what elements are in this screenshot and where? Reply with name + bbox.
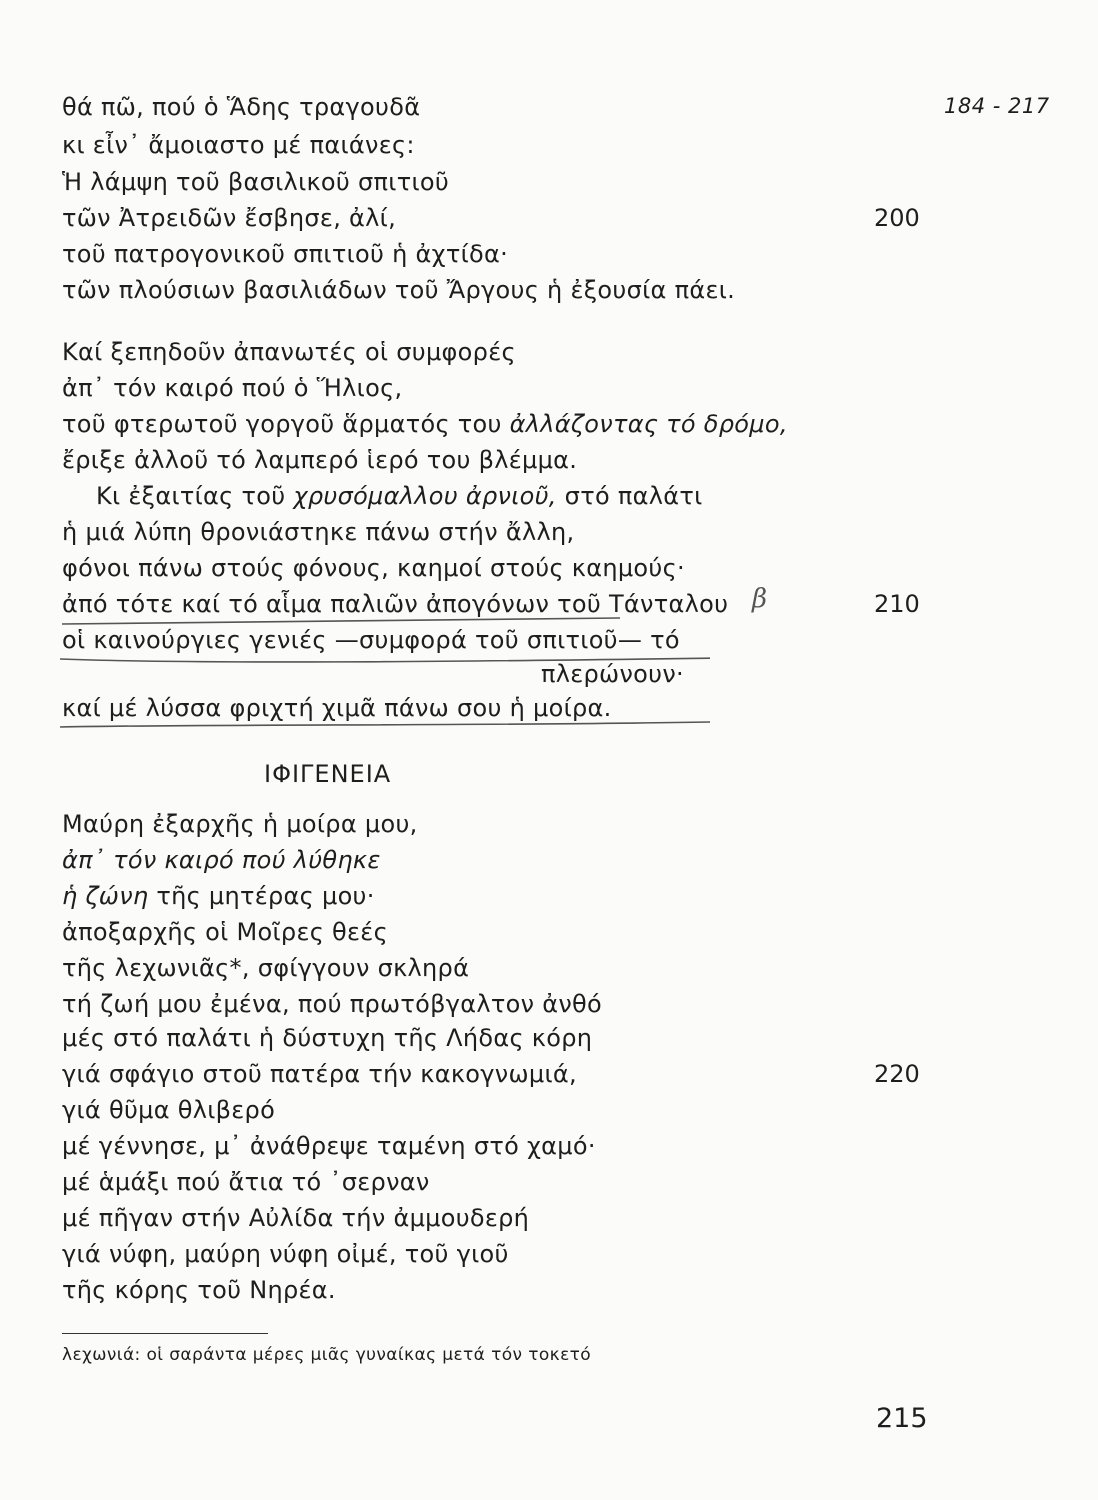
verse-segment: τοῦ πατρογονικοῦ σπιτιοῦ ἡ ἀχτίδα· bbox=[62, 240, 509, 268]
verse-segment: τή ζωή μου ἐμένα, πού πρωτόβγαλτον ἀνθό bbox=[62, 990, 603, 1018]
verse-segment: καί μέ λύσσα φριχτή χιμᾶ πάνω σου ἡ μοίρα. bbox=[62, 694, 612, 722]
verse-line bbox=[62, 1060, 577, 1088]
verse-line bbox=[62, 954, 469, 982]
verse-line bbox=[62, 446, 577, 474]
verse-range: 184 - 217 bbox=[944, 94, 1050, 118]
verse-segment: θά πῶ, πού ὁ Ἅδης τραγουδᾶ bbox=[62, 93, 421, 121]
verse-segment: τῶν Ἀτρειδῶν ἔσβησε, ἀλί, bbox=[62, 204, 397, 232]
page-number: 215 bbox=[876, 1403, 928, 1434]
verse-segment: ἡ ζώνη bbox=[62, 882, 149, 910]
verse-line bbox=[62, 846, 381, 874]
verse-segment: τῆς λεχωνιᾶς*, σφίγγουν σκληρά bbox=[62, 954, 470, 982]
verse-segment: μές στό παλάτι ἡ δύστυχη τῆς Λήδας κόρη bbox=[62, 1024, 593, 1052]
verse-segment: τοῦ φτερωτοῦ γοργοῦ ἅρματός του bbox=[62, 410, 510, 438]
handwritten-mark: β bbox=[752, 584, 768, 614]
verse-line bbox=[62, 1168, 430, 1196]
verse-line bbox=[62, 990, 602, 1018]
verse-segment: ἀπ᾽ τόν καιρό πού ὁ Ἥλιος, bbox=[62, 374, 403, 402]
verse-segment: ἀπό τότε καί τό αἷμα παλιῶν ἀπογόνων τοῦ Τάνταλου bbox=[62, 590, 729, 618]
verse-line bbox=[62, 410, 788, 438]
line-number: 220 bbox=[874, 1060, 920, 1088]
verse-line bbox=[62, 240, 508, 268]
verse-segment: Ἡ λάμψη τοῦ βασιλικοῦ σπιτιοῦ bbox=[62, 168, 450, 196]
verse-segment: στό παλάτι bbox=[556, 482, 703, 510]
verse-line bbox=[62, 810, 418, 838]
verse-line bbox=[62, 1276, 336, 1304]
verse-segment: οἱ καινούργιες γενιές —συμφορά τοῦ σπιτιοῦ— τό bbox=[62, 626, 680, 654]
verse-segment: Κι ἐξαιτίας τοῦ bbox=[96, 482, 294, 510]
verse-segment: ἡ μιά λύπη θρονιάστηκε πάνω στήν ἄλλη, bbox=[62, 518, 575, 546]
verse-segment: μέ πῆγαν στήν Αὐλίδα τήν ἀμμουδερή bbox=[62, 1204, 530, 1232]
verse-line bbox=[62, 131, 415, 159]
verse-segment: ἀλλάζοντας τό δρόμο, bbox=[509, 410, 788, 438]
pencil-underline-marks bbox=[60, 612, 710, 742]
verse-segment: γιά σφάγιο στοῦ πατέρα τήν κακογνωμιά, bbox=[62, 1060, 577, 1088]
verse-segment: τῶν πλούσιων βασιλιάδων τοῦ Ἄργους ἡ ἐξουσία πάει. bbox=[62, 276, 736, 304]
verse-segment: τῆς κόρης τοῦ Νηρέα. bbox=[62, 1276, 336, 1304]
verse-segment: Μαύρη ἐξαρχῆς ἡ μοίρα μου, bbox=[62, 810, 418, 838]
line-number: 210 bbox=[874, 590, 920, 618]
verse-segment: φόνοι πάνω στούς φόνους, καημοί στούς καημούς· bbox=[62, 554, 685, 582]
verse-segment: ἔριξε ἀλλοῦ τό λαμπερό ἱερό του βλέμμα. bbox=[62, 446, 578, 474]
footnote: λεχωνιά: οἱ σαράντα μέρες μιᾶς γυναίκας μετά τόν τοκετό bbox=[62, 1345, 592, 1365]
verse-segment: γιά θῦμα θλιβερό bbox=[62, 1096, 276, 1124]
verse-segment: χρυσόμαλλου ἀρνιοῦ, bbox=[293, 482, 557, 510]
verse-segment: ἀποξαρχῆς οἱ Μοῖρες θεές bbox=[62, 918, 388, 946]
footnote-rule bbox=[62, 1333, 268, 1334]
verse-line bbox=[62, 374, 402, 402]
verse-line bbox=[62, 276, 735, 304]
verse-segment: Καί ξεπηδοῦν ἀπανωτές οἱ συμφορές bbox=[62, 338, 516, 366]
verse-segment: κι εἶν᾽ ἄμοιαστο μέ παιάνες: bbox=[62, 131, 415, 159]
speaker-heading: ΙΦΙΓΕΝΕΙΑ bbox=[264, 760, 392, 788]
verse-line bbox=[62, 554, 685, 582]
verse-line bbox=[62, 204, 396, 232]
verse-segment: μέ ἁμάξι πού ἄτια τό ᾽σερναν bbox=[62, 1168, 430, 1196]
verse-line bbox=[62, 1096, 275, 1124]
verse-line bbox=[62, 93, 420, 121]
verse-segment: γιά νύφη, μαύρη νύφη οἰμέ, τοῦ γιοῦ bbox=[62, 1240, 509, 1268]
verse-line bbox=[62, 882, 375, 910]
verse-segment: ἀπ᾽ τόν καιρό πού λύθηκε bbox=[62, 846, 381, 874]
verse-line bbox=[62, 1240, 509, 1268]
verse-line bbox=[62, 518, 574, 546]
verse-line bbox=[62, 1024, 592, 1052]
verse-segment: τῆς μητέρας μου· bbox=[148, 882, 375, 910]
line-number: 200 bbox=[874, 204, 920, 232]
verse-line bbox=[62, 1204, 529, 1232]
verse-segment: μέ γέννησε, μ᾽ ἀνάθρεψε ταμένη στό χαμό· bbox=[62, 1132, 596, 1160]
verse-line bbox=[96, 482, 703, 510]
verse-line bbox=[62, 1132, 596, 1160]
verse-line bbox=[62, 918, 388, 946]
verse-segment: πλερώνουν· bbox=[541, 660, 684, 688]
verse-line bbox=[62, 168, 449, 196]
verse-line bbox=[62, 338, 516, 366]
